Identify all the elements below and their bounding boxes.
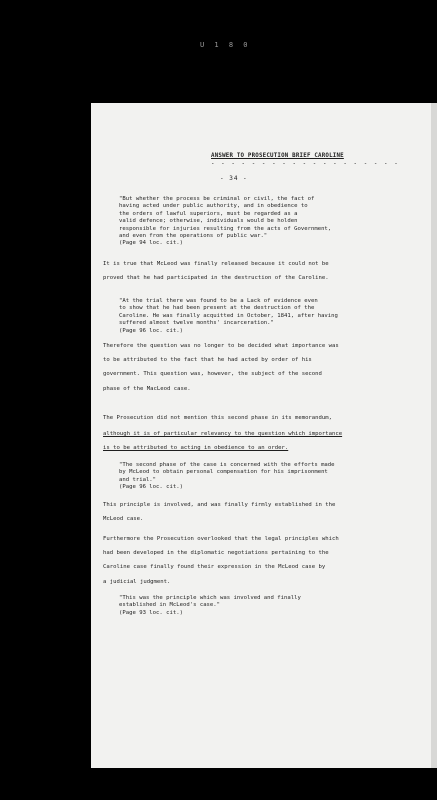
paper-edge-shadow bbox=[431, 103, 437, 768]
quote-block-4: "This was the principle which was involved and finally established in McLeod's case." (Page 93 loc. cit.) bbox=[119, 595, 301, 616]
quote-block-3: "The second phase of the case is concerned with the efforts made by McLeod to obtain personal compensation for his imprisonment and trial." (Page 96 loc. cit.) bbox=[119, 462, 335, 491]
paragraph-4: This principle is involved, and was finally firmly established in the McLeod case. bbox=[103, 502, 336, 523]
paragraph-5: Furthermore the Prosecution overlooked that the legal principles which had been developed in the diplomatic negotiations pertaining to the Caroline case finally found their expression in the McLeod case by a judicial judgment. bbox=[103, 536, 339, 585]
paragraph-2: Therefore the question was no longer to be decided what importance was to be attributed to the fact that he had acted by order of his government. This question was, however, the subject of the second phase of the MacLeod case. bbox=[103, 343, 339, 392]
page-number: - 34 - bbox=[220, 175, 248, 182]
document-page bbox=[91, 103, 437, 768]
quote-block-2: "At the trial there was found to be a Lack of evidence even to show that he had been present at the destruction of the Caroline. He was finally acquitted in October, 1841, after having suffered almost twelve months' incarceration." (Page 96 loc. cit.) bbox=[119, 298, 338, 334]
paragraph-1: It is true that McLeod was finally released because it could not be proved that he had participated in the destruction of the Caroline. bbox=[103, 261, 329, 282]
quote-block-1: "But whether the process be criminal or civil, the fact of having acted under public authority, and in obedience to the orders of lawful superiors, must be regarded as a valid defence; otherwise, individuals would be holden responsible for injuries resulting from the acts of Government, and even from the operations of public war." (Page 94 loc. cit.) bbox=[119, 196, 332, 247]
heading-divider: - - - - - - - - - - - - - - - - - - - bbox=[211, 161, 400, 167]
microfilm-frame-mark: U 1 8 0 bbox=[200, 41, 251, 49]
paragraph-3: The Prosecution did not mention this second phase in its memorandum, bbox=[103, 415, 333, 421]
paragraph-3-underlined: although it is of particular relevancy to the question which importance is to be attributed to acting in obedience to an order. bbox=[103, 431, 343, 452]
page-heading: ANSWER TO PROSECUTION BRIEF CAROLINE bbox=[211, 153, 344, 159]
